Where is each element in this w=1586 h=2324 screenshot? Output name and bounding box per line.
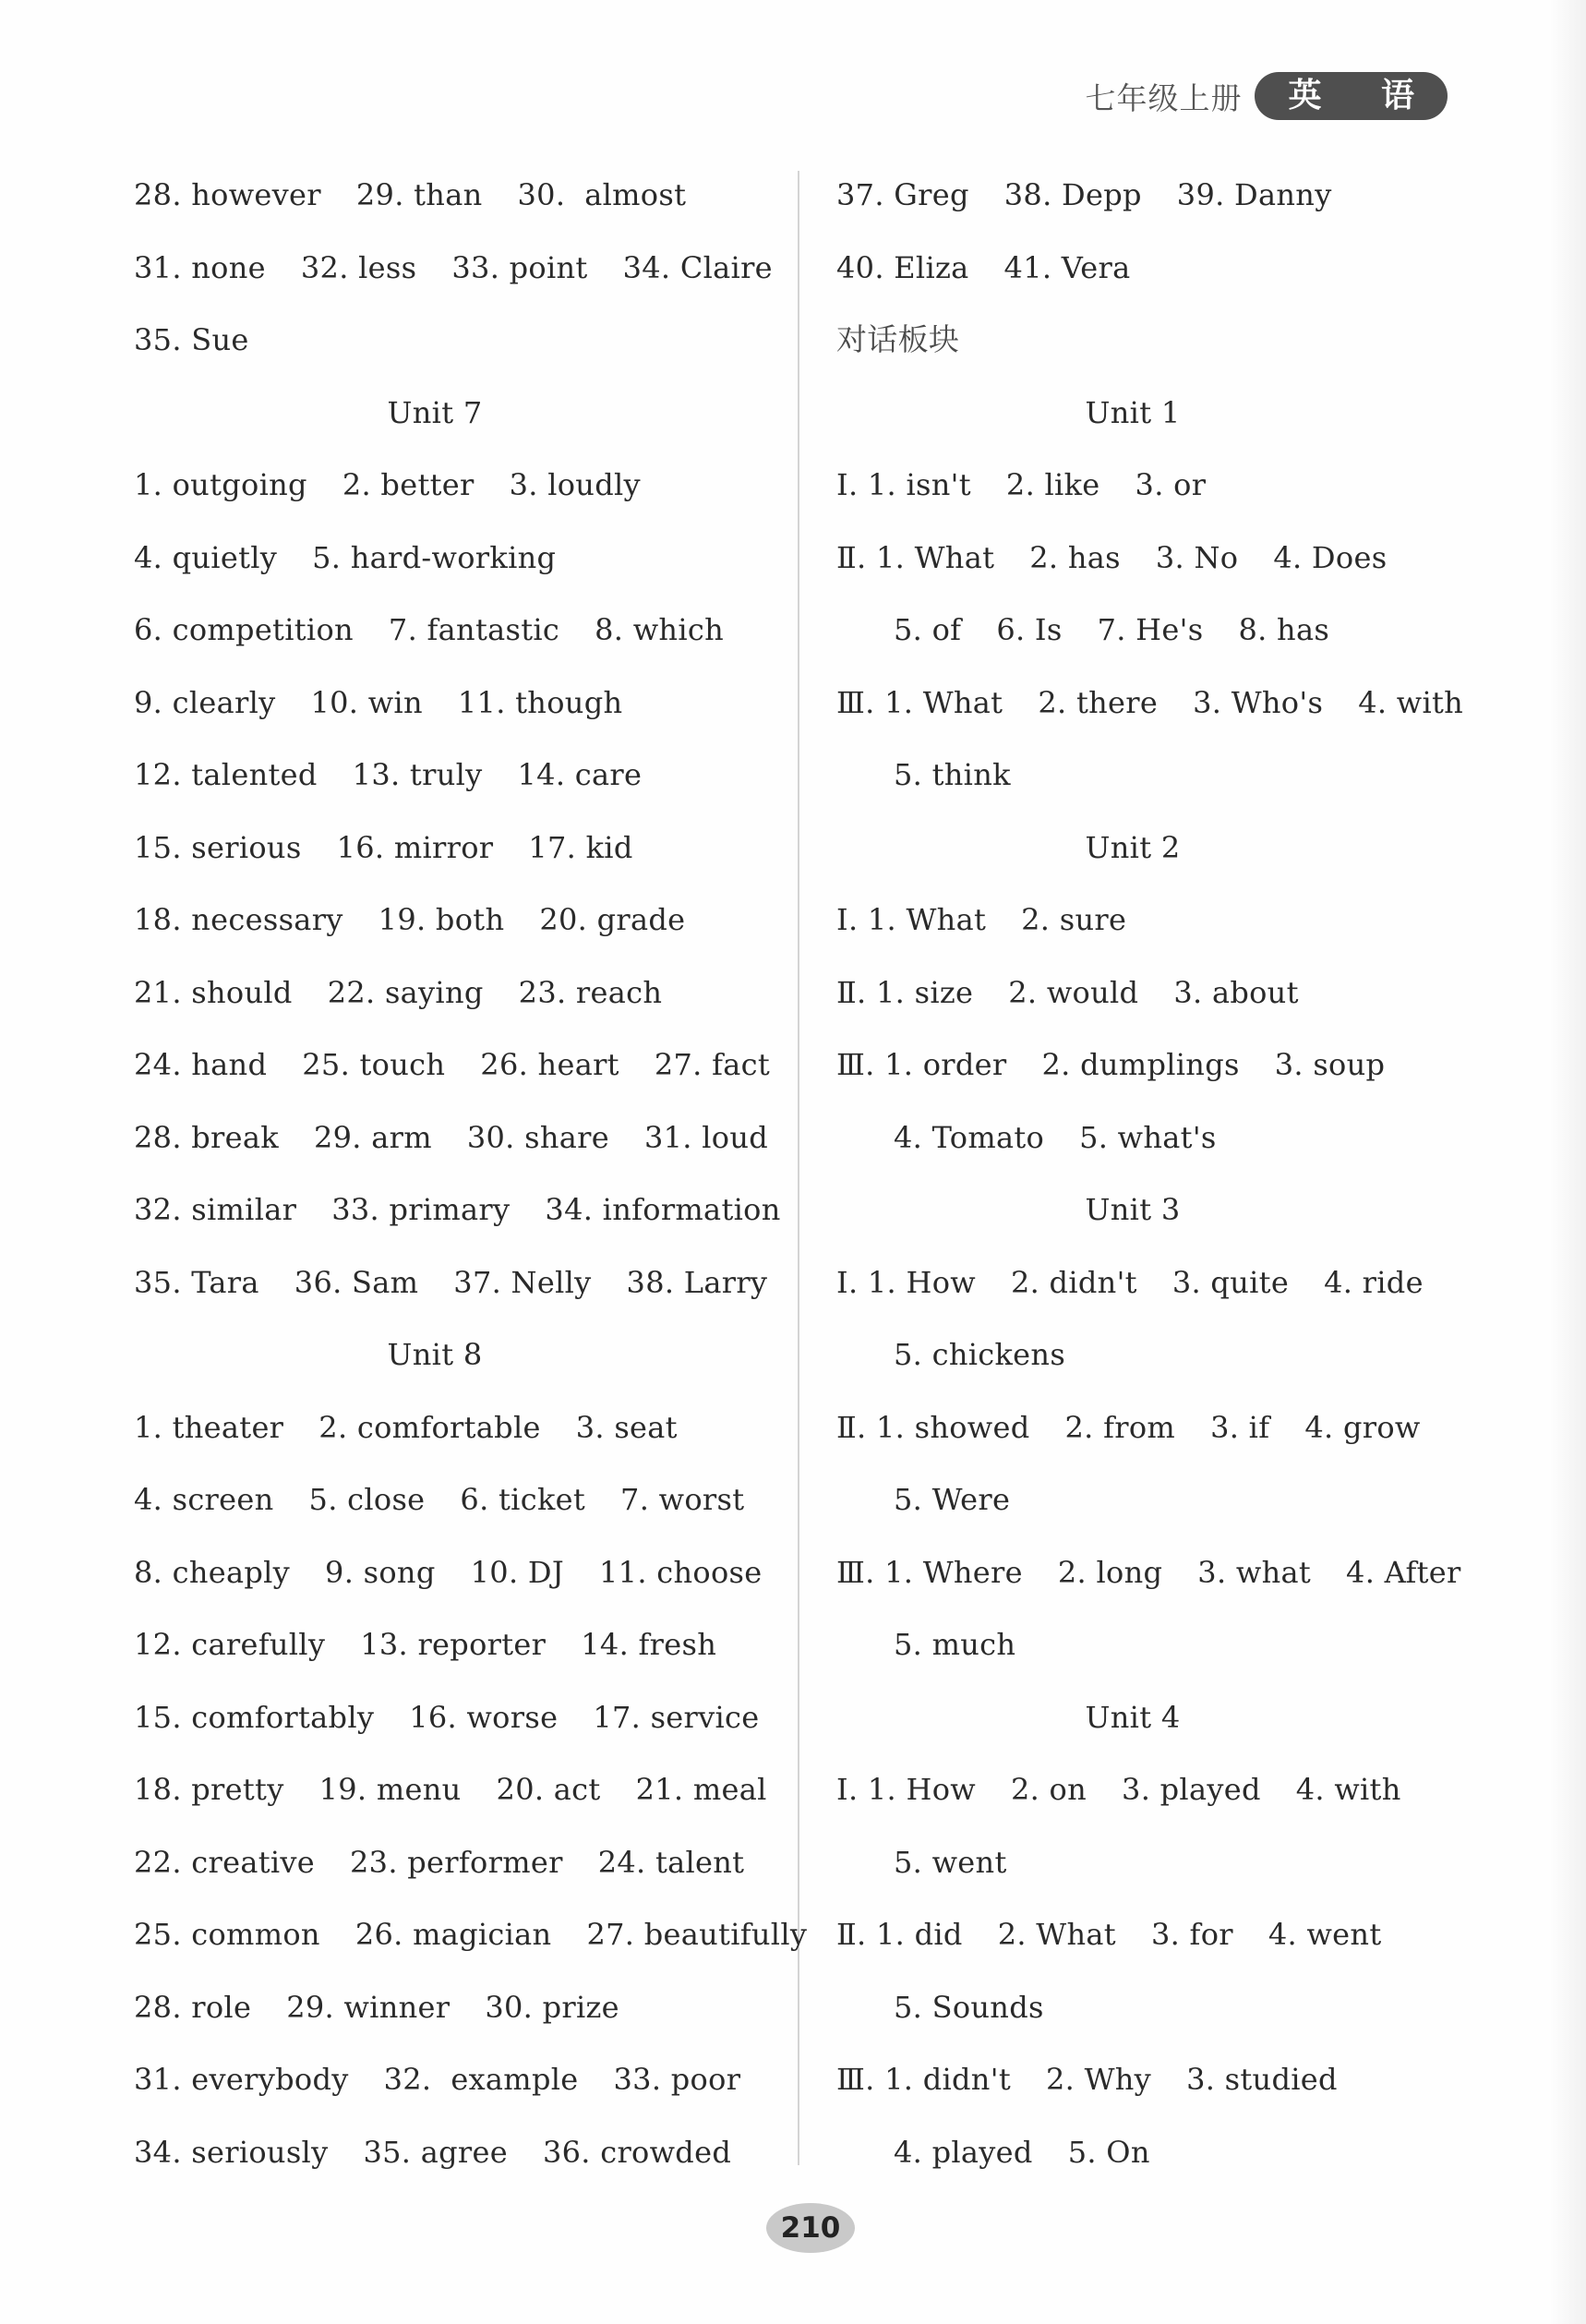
answer-item: 3. soup [1274, 1047, 1386, 1082]
answer-item: 5. chickens [894, 1337, 1066, 1372]
answer-item: 27. fact [654, 1047, 770, 1082]
answer-item: 17. kid [528, 829, 633, 865]
answer-line [134, 1036, 771, 1109]
answer-item: Ⅱ. 1. showed [836, 1409, 1030, 1445]
answer-line [836, 1471, 1464, 1544]
answer-line [134, 311, 771, 384]
answer-item: 30. prize [485, 1989, 619, 2025]
answer-item: 17. service [593, 1699, 760, 1735]
answer-line [134, 1761, 771, 1834]
answer-line [836, 1326, 1464, 1399]
answer-item: 14. care [517, 757, 643, 792]
answer-item: 31. everybody [134, 2062, 349, 2097]
answer-item: Ⅱ. 1. What [836, 539, 995, 575]
answer-line [836, 964, 1464, 1037]
answer-item: 4. went [1268, 1917, 1382, 1952]
answer-item: 13. truly [352, 757, 483, 792]
answer-item: 5. hard-working [312, 539, 557, 575]
answer-item: 5. think [894, 757, 1011, 792]
answer-item: 16. mirror [336, 829, 494, 865]
answer-item: 20. grade [539, 902, 686, 937]
answer-item: 1. outgoing [134, 467, 307, 502]
answer-line [836, 1254, 1464, 1327]
answer-item: 4. played [894, 2134, 1033, 2170]
answer-line [836, 674, 1464, 747]
answer-item: 2. sure [1021, 902, 1127, 937]
answer-line [134, 1616, 771, 1689]
answer-item: 6. ticket [460, 1482, 586, 1517]
answer-item: 5. what's [1079, 1119, 1217, 1155]
answer-item: 3. if [1210, 1409, 1270, 1445]
answer-item: Ⅰ. 1. isn't [836, 467, 971, 502]
answer-item: 32. similar [134, 1192, 297, 1227]
answer-item: 4. After [1346, 1554, 1461, 1590]
answer-line [134, 2051, 771, 2124]
answer-line [836, 891, 1464, 964]
answer-item: 3. seat [575, 1409, 678, 1445]
answer-item: 28. however [134, 177, 321, 212]
answer-item: 23. reach [518, 974, 663, 1010]
answer-line [134, 529, 771, 602]
unit-heading [134, 384, 771, 457]
answer-item: 18. necessary [134, 902, 343, 937]
answer-item: 6. competition [134, 612, 354, 647]
answer-line [134, 1399, 771, 1472]
unit-heading [836, 1181, 1464, 1254]
answer-line [134, 891, 771, 964]
answer-line [134, 456, 771, 529]
answer-item: 3. about [1173, 974, 1299, 1010]
answer-item: 3. quite [1171, 1264, 1290, 1300]
answer-item: 40. Eliza [836, 249, 969, 285]
answer-item: 6. Is [996, 612, 1063, 647]
answer-item: 29. arm [313, 1119, 432, 1155]
answer-item: Ⅰ. 1. How [836, 1264, 976, 1300]
answer-line [134, 1181, 781, 1254]
answer-item: 13. reporter [360, 1627, 547, 1662]
answer-line [134, 239, 771, 312]
answer-item: 35. Sue [134, 322, 249, 357]
answer-line [134, 819, 771, 892]
answer-item: 2. on [1010, 1772, 1087, 1807]
answer-item: 35. Tara [134, 1264, 259, 1300]
page-edge-shadow [1549, 0, 1586, 2324]
answer-item: 24. hand [134, 1047, 268, 1082]
answer-item: Ⅰ. 1. How [836, 1772, 976, 1807]
answer-item: 33. poor [613, 2062, 741, 2097]
answer-item: 18. pretty [134, 1772, 284, 1807]
answer-line [134, 1544, 771, 1617]
answer-item: 16. worse [409, 1699, 559, 1735]
answer-line [836, 1906, 1464, 1979]
answer-item: 19. menu [318, 1772, 462, 1807]
answer-item: 5. Were [894, 1482, 1011, 1517]
answer-item: 7. fantastic [388, 612, 560, 647]
section-heading [836, 311, 1464, 384]
answer-item: 1. theater [134, 1409, 284, 1445]
answer-item: 8. which [595, 612, 725, 647]
answer-item: 29. than [355, 177, 483, 212]
answer-line [134, 1834, 771, 1907]
answer-item: 24. talent [597, 1844, 745, 1880]
answer-item: Unit 2 [1085, 829, 1181, 865]
answer-line [836, 746, 1464, 819]
answer-item: 3. for [1150, 1917, 1233, 1952]
answer-item: 32. example [383, 2062, 579, 2097]
answer-item: 2. like [1005, 467, 1100, 502]
answer-item: 10. win [310, 684, 423, 720]
answer-item: 29. winner [286, 1989, 451, 2025]
answer-item: 35. agree [363, 2134, 508, 2170]
answer-item: 34. Claire [622, 249, 773, 285]
answer-item: 26. magician [354, 1917, 552, 1952]
answer-item: 33. primary [331, 1192, 511, 1227]
answer-item: 2. there [1038, 684, 1159, 720]
answer-line [134, 601, 771, 674]
grade-label: 七年级上册 [1085, 79, 1243, 116]
answer-item: 4. Does [1273, 539, 1388, 575]
answer-item: 3. Who's [1193, 684, 1324, 720]
answer-item: 14. fresh [581, 1627, 717, 1662]
answer-line [134, 746, 771, 819]
answer-item: 11. choose [599, 1554, 763, 1590]
answer-item: 4. Tomato [894, 1119, 1045, 1155]
answer-item: 39. Danny [1176, 177, 1332, 212]
answer-item: 3. studied [1186, 2062, 1338, 2097]
answer-item: 4. with [1358, 684, 1464, 720]
unit-heading [134, 1326, 771, 1399]
answer-item: Unit 8 [387, 1337, 483, 1372]
answer-item: 3. No [1155, 539, 1239, 575]
answer-item: 2. would [1008, 974, 1139, 1010]
answer-item: 36. crowded [542, 2134, 732, 2170]
answer-item: 31. none [134, 249, 266, 285]
answer-line [134, 1109, 771, 1182]
answer-line [836, 1761, 1464, 1834]
answer-item: 2. has [1029, 539, 1121, 575]
answer-line [836, 166, 1464, 239]
unit-heading [836, 819, 1464, 892]
answer-item: 12. carefully [134, 1627, 326, 1662]
answer-item: 26. heart [480, 1047, 619, 1082]
answer-line [836, 1399, 1464, 1472]
answer-item: 34. information [545, 1192, 781, 1227]
answer-item: Ⅰ. 1. What [836, 902, 987, 937]
answer-item: 10. DJ [470, 1554, 564, 1590]
answer-item: 25. common [134, 1917, 320, 1952]
answer-line [836, 1834, 1464, 1907]
answer-item: 27. beautifully [586, 1917, 808, 1952]
answer-item: 3. or [1135, 467, 1207, 502]
subject-badge: 英 语 [1255, 72, 1448, 120]
answer-item: 15. comfortably [134, 1699, 375, 1735]
answer-line [836, 1036, 1464, 1109]
answer-item: 5. On [1067, 2134, 1150, 2170]
answer-item: Unit 7 [387, 394, 483, 430]
answer-item: 9. song [325, 1554, 436, 1590]
page-header [1085, 72, 1448, 120]
answer-item: 11. though [457, 684, 623, 720]
answer-item: Unit 1 [1085, 394, 1181, 430]
answer-item: 2. from [1064, 1409, 1176, 1445]
answer-item: 21. meal [635, 1772, 767, 1807]
answer-item: 4. quietly [134, 539, 278, 575]
answer-item: 33. point [451, 249, 588, 285]
answer-item: 34. seriously [134, 2134, 329, 2170]
answer-item: Ⅱ. 1. did [836, 1917, 963, 1952]
answer-item: 8. has [1238, 612, 1330, 647]
left-answer-column [134, 166, 808, 2196]
answer-line [134, 1906, 808, 1979]
answer-item: 4. screen [134, 1482, 274, 1517]
answer-item: 30. share [466, 1119, 609, 1155]
answer-item: 19. both [378, 902, 505, 937]
answer-line [836, 2051, 1464, 2124]
answer-item: 25. touch [302, 1047, 446, 1082]
answer-item: 7. He's [1097, 612, 1204, 647]
answer-item: 38. Depp [1003, 177, 1142, 212]
answer-item: 38. Larry [626, 1264, 768, 1300]
answer-item: 7. worst [620, 1482, 745, 1517]
answer-item: 2. comfortable [318, 1409, 541, 1445]
answer-item: Ⅲ. 1. Where [836, 1554, 1023, 1590]
right-answer-column [836, 166, 1464, 2196]
answer-line [836, 529, 1464, 602]
answer-item: 28. role [134, 1989, 252, 2025]
answer-item: 37. Greg [836, 177, 969, 212]
answer-item: 22. saying [327, 974, 484, 1010]
answer-item: 2. Why [1045, 2062, 1152, 2097]
column-divider [798, 171, 799, 2165]
answer-item: Ⅱ. 1. size [836, 974, 974, 1010]
answer-line [134, 964, 771, 1037]
answer-line [836, 239, 1464, 312]
answer-item: 12. talented [134, 757, 318, 792]
answer-item: 22. creative [134, 1844, 316, 1880]
answer-item: Ⅲ. 1. order [836, 1047, 1007, 1082]
answer-item: 32. less [300, 249, 417, 285]
answer-item: 4. with [1295, 1772, 1401, 1807]
answer-item: 3. what [1197, 1554, 1312, 1590]
unit-heading [836, 384, 1464, 457]
answer-item: 3. played [1122, 1772, 1261, 1807]
answer-item: 2. dumplings [1041, 1047, 1240, 1082]
answer-item: 5. close [308, 1482, 426, 1517]
answer-item: 4. ride [1324, 1264, 1424, 1300]
answer-item: Unit 4 [1085, 1699, 1181, 1735]
answer-item: 23. performer [350, 1844, 563, 1880]
answer-line [134, 1979, 771, 2052]
answer-line [134, 1689, 771, 1762]
answer-item: 21. should [134, 974, 293, 1010]
answer-item: 4. grow [1304, 1409, 1421, 1445]
answer-item: Ⅲ. 1. What [836, 684, 1003, 720]
answer-item: 20. act [496, 1772, 601, 1807]
answer-line [836, 2124, 1464, 2197]
answer-item: Ⅲ. 1. didn't [836, 2062, 1011, 2097]
answer-item: 3. loudly [509, 467, 641, 502]
answer-line [134, 1471, 771, 1544]
answer-item: Unit 3 [1085, 1192, 1181, 1227]
answer-item: 8. cheaply [134, 1554, 291, 1590]
answer-item: 31. loud [643, 1119, 769, 1155]
answer-line [134, 1254, 771, 1327]
answer-item: 30. almost [517, 177, 687, 212]
answer-line [836, 456, 1464, 529]
answer-item: 2. better [342, 467, 475, 502]
answer-item: 15. serious [134, 829, 302, 865]
answer-item: 28. break [134, 1119, 279, 1155]
page-number: 210 [766, 2203, 855, 2253]
unit-heading [836, 1689, 1464, 1762]
answer-item: 5. went [894, 1844, 1007, 1880]
answer-item: 5. much [894, 1627, 1016, 1662]
answer-item: 9. clearly [134, 684, 276, 720]
answer-line [836, 1109, 1464, 1182]
answer-line [134, 2124, 771, 2197]
answer-item: 2. didn't [1010, 1264, 1137, 1300]
answer-item: 37. Nelly [453, 1264, 592, 1300]
answer-line [134, 674, 771, 747]
answer-line [134, 166, 771, 239]
answer-line [836, 1544, 1464, 1617]
answer-line [836, 601, 1464, 674]
answer-item: 5. of [894, 612, 962, 647]
answer-item: 2. What [997, 1917, 1116, 1952]
answer-item: 2. long [1057, 1554, 1163, 1590]
answer-line [836, 1616, 1464, 1689]
answer-item: 5. Sounds [894, 1989, 1044, 2025]
answer-item: 对话板块 [836, 321, 960, 357]
answer-line [836, 1979, 1464, 2052]
answer-item: 41. Vera [1003, 249, 1131, 285]
answer-item: 36. Sam [294, 1264, 419, 1300]
